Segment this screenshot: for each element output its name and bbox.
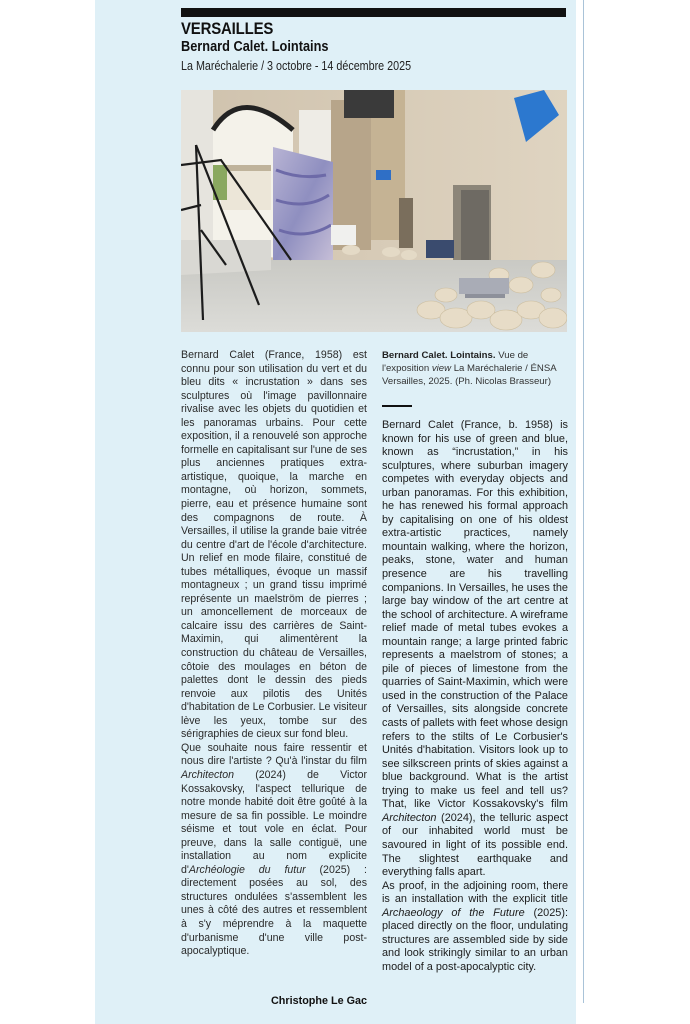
exhibition-title: Bernard Calet. Lointains bbox=[181, 39, 329, 55]
english-film-title: Architecton bbox=[382, 811, 437, 824]
english-p2-text-b: (2025): placed directly on the floor, undulating structures are assembled side by side and look strikingly similar to an urban model of a post-apocalyptic city. bbox=[382, 906, 568, 973]
author-signature: Christophe Le Gac bbox=[271, 995, 367, 1007]
exhibition-venue-dates: La Maréchalerie / 3 octobre - 14 décembre 2025 bbox=[181, 59, 412, 73]
article-french-column bbox=[181, 349, 367, 959]
french-film-title: Architecton bbox=[181, 768, 234, 781]
caption-view: view bbox=[431, 363, 452, 374]
english-paragraph-1 bbox=[382, 419, 568, 880]
english-work-title: Archaeology of the Future bbox=[382, 906, 525, 919]
section-top-rule bbox=[181, 8, 566, 17]
french-p2-text-b: (2024) de Victor Kossakovsky, l'aspect tellurique de notre monde habité doit être goûté à la mesure de sa fin possible. Le moindre séisme et tout vole en éclat. Pour preuve, dans la salle contiguë, une installation au nom explicite d' bbox=[181, 768, 367, 876]
caption-title: Bernard Calet. Lointains. bbox=[382, 350, 496, 361]
photo-caption bbox=[382, 349, 568, 388]
caption-text: Vue de l'exposition bbox=[382, 350, 529, 374]
english-p1-text-b: (2024), the telluric aspect of our inhabited world must be savoured in light of its possible end. The slightest earthquake and everything falls apart. bbox=[382, 811, 568, 879]
caption-separator-rule bbox=[382, 405, 412, 407]
exhibition-photo bbox=[181, 90, 567, 332]
section-city-heading: VERSAILLES bbox=[181, 19, 274, 38]
article-english-column bbox=[382, 419, 568, 974]
caption-credit: La Maréchalerie / ÉNSA Versailles, 2025. (Ph. Nicolas Brasseur) bbox=[382, 363, 557, 387]
french-paragraph-1: Bernard Calet (France, 1958) est connu pour son utilisation du vert et du bleu dits « incrustation » dans ses sculptures où l'image pavillonnaire rivalise avec les objets du quotidien et les panoramas urbains. Pour cette exposition, il a renouvelé son approche formelle en capitalisant sur l'une de ses plus anciennes pratiques extra-artistique, quoique, la marche en montagne, où horizon, sommets, pierre, eau et présence humaine sont des compagnons de route. À Versailles, il utilise la grande baie vitrée du centre d'art de l'école d'architecture. Un relief en mode filaire, constitué de tubes métalliques, évoque un massif montagneux ; un grand tissu imprimé représente un maelström de pierres ; un amoncellement de morceaux de calcaire issu des carrières de Saint-Maximin, qui alimentèrent la construction du château de Versailles, côtoie des moulages en béton de palettes dont le dessin des pieds renvoie aux pilotis des Unités d'habitation de Le Corbusier. Le visiteur lève les yeux, tombe sur des sérigraphies de cieux sur fond bleu. bbox=[181, 349, 367, 741]
french-p2-text-c: (2025) : directement posées au sol, des structures ondulées s'assemblent les unes à côté des autres et ressemblent à s'y méprendre à la maquette d'urbanisme d'une ville post-apocalyptique. bbox=[181, 863, 367, 958]
french-paragraph-2 bbox=[181, 742, 367, 959]
english-p1-text-a: Bernard Calet (France, b. 1958) is known for his use of green and blue, known as “incrustation,” in his sculptures, where suburban imagery competes with everyday objects and urban panoramas. For this exhibition, he has renewed his formal approach by capitalising on one of his oldest extra-artistic practices, namely mountain walking, where the horizon, peaks, stone, water and human presence are his travelling companions. In Versailles, he uses the large bay window of the art centre at the school of architecture. A wireframe relief made of metal tubes evokes a mountain range; a large printed fabric represents a maelstrom of stones; a pile of pieces of limestone from the quarries of Saint-Maximin, which were used in the construction of the Palace of Versailles, sits alongside concrete casts of pallets with feet whose design refers to the stilts of Le Corbusier's Unités d'habitation. Visitors look up to see silkscreen prints of skies against a blue background. What is the artist trying to make us feel and tell us? That, like Victor Kossakovsky's film bbox=[382, 419, 568, 811]
english-paragraph-2 bbox=[382, 880, 568, 975]
page-edge-line bbox=[583, 0, 584, 1003]
english-p2-text-a: As proof, in the adjoining room, there is an installation with the explicit title bbox=[382, 879, 568, 906]
exhibition-photo-icon bbox=[181, 90, 567, 332]
french-work-title: Archéologie du futur bbox=[188, 863, 306, 876]
french-p2-text-a: Que souhaite nous faire ressentir et nous dire l'artiste ? Qu'à l'instar du film bbox=[181, 741, 367, 768]
